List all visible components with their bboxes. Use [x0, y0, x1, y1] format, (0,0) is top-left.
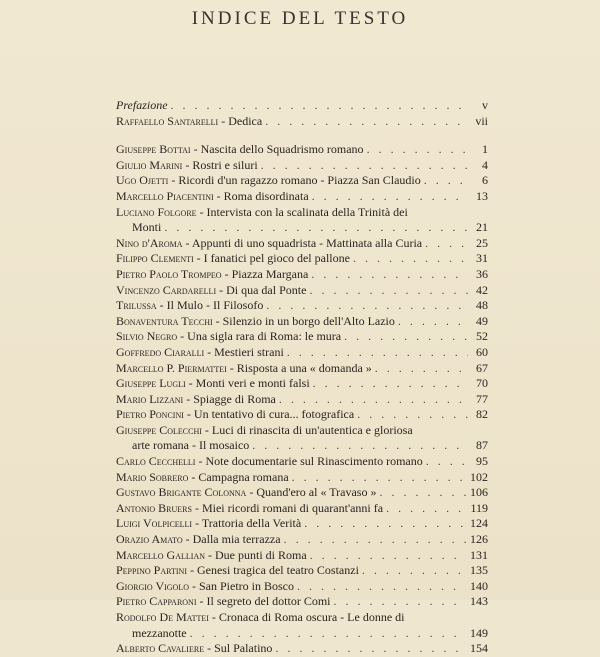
page-number: 154: [470, 641, 488, 656]
toc-title: - Di qua dal Ponte: [216, 282, 307, 297]
leader-dots: [313, 376, 468, 392]
toc-title: - Una sigla rara di Roma: le mura: [177, 329, 342, 344]
toc-author: Pietro Capparoni: [116, 594, 197, 609]
toc-line: [116, 236, 488, 252]
toc-text: [116, 329, 341, 345]
toc-line: [116, 189, 488, 205]
toc-entry: [116, 189, 488, 205]
page-number: vii: [475, 113, 488, 128]
toc-title: - Il Mulo - Il Filosofo: [156, 298, 264, 313]
toc-line: [116, 594, 488, 610]
page-number: 25: [476, 235, 488, 250]
toc-author: Silvio Negro: [116, 329, 178, 344]
page-number: v: [482, 98, 488, 112]
toc-title: - Silenzio in un borgo dell'Alto Lazio: [212, 313, 395, 328]
toc-title: - Il segreto del dottor Comi: [196, 594, 331, 609]
page-number: 77: [476, 391, 488, 406]
toc-author: Antonio Bruers: [116, 500, 192, 515]
toc-entry: [116, 610, 488, 641]
page-number: 42: [476, 282, 488, 297]
toc-line-continuation: [116, 438, 488, 454]
toc-line: [116, 641, 488, 657]
page-number: 1: [482, 142, 488, 157]
toc-author: Alberto Cavaliere: [116, 641, 205, 656]
toc-author: Carlo Cecchelli: [116, 454, 196, 469]
page-number: 106: [470, 485, 488, 500]
toc-line: [116, 298, 488, 314]
toc-line: [116, 470, 488, 486]
toc-author: Pietro Poncini: [116, 407, 184, 422]
toc-text: [116, 548, 307, 564]
toc-title: Prefazione: [116, 98, 168, 112]
toc-title-continuation: mezzanotte: [132, 625, 187, 640]
toc-entry: [116, 205, 488, 236]
toc-line: [116, 485, 488, 501]
toc-author: Orazio Amato: [116, 532, 183, 547]
toc-author: Goffredo Ciaralli: [116, 344, 205, 359]
leader-dots: [309, 283, 468, 299]
toc-text: [116, 423, 413, 439]
toc-text: [116, 610, 405, 626]
toc-line: [116, 501, 488, 517]
toc-author: Marcello P. Piermattei: [116, 360, 227, 375]
leader-dots: [292, 470, 466, 486]
toc-line: [116, 423, 488, 439]
page-number: 52: [476, 329, 488, 344]
leader-dots: [334, 594, 467, 610]
toc-entry: [116, 594, 488, 610]
toc-entry: [116, 485, 488, 501]
toc-author: Rodolfo De Mattei: [116, 610, 209, 624]
toc-line: [116, 142, 488, 158]
toc-title: - Quand'ero al « Travaso »: [246, 485, 377, 500]
toc-author: Luciano Folgore: [116, 204, 197, 219]
leader-dots: [310, 548, 466, 564]
toc-line-continuation: [116, 220, 488, 236]
toc-line: [116, 548, 488, 564]
page-number: 143: [470, 594, 488, 609]
toc-entry: [116, 501, 488, 517]
page-title: INDICE DEL TESTO: [191, 8, 409, 29]
toc-line: [116, 158, 488, 174]
toc-entry: [116, 376, 488, 392]
toc-text: [116, 485, 376, 501]
page-number: 4: [482, 157, 488, 172]
toc-text: [116, 345, 284, 361]
toc-entry: [116, 251, 488, 267]
page-number: 67: [476, 360, 488, 375]
toc-entry: [116, 361, 488, 377]
toc-line: [116, 376, 488, 392]
toc-line: [116, 98, 488, 114]
toc-title: - Campagna romana: [188, 469, 289, 484]
toc-line: [116, 267, 488, 283]
toc-entry: [116, 329, 488, 345]
leader-dots: [252, 438, 468, 454]
toc-text: [116, 407, 354, 423]
leader-dots: [344, 329, 468, 345]
toc-author: Giuseppe Lugli: [116, 376, 186, 391]
leader-dots: [353, 251, 468, 267]
page-number: 102: [470, 469, 488, 484]
toc-title: - Note documentarie sul Rinascimento romano: [195, 454, 423, 469]
toc-line: [116, 314, 488, 330]
toc-title: - Cronaca di Roma oscura - Le donne di: [208, 610, 405, 624]
toc-title-continuation: Monti: [132, 220, 162, 235]
toc-line: [116, 345, 488, 361]
toc-text: [116, 501, 383, 517]
toc-title: - Luci di rinascita di un'autentica e gloriosa: [201, 422, 413, 437]
toc-line: [116, 532, 488, 548]
table-of-contents: [116, 98, 488, 657]
leader-dots: [426, 454, 468, 470]
leader-dots: [164, 220, 468, 236]
toc-text: [116, 376, 310, 392]
leader-dots: [275, 641, 466, 657]
toc-text: [116, 283, 306, 299]
toc-title: - Dedica: [218, 113, 263, 128]
toc-title: - Rostri e siluri: [182, 157, 258, 172]
toc-entry: [116, 298, 488, 314]
leader-dots: [357, 407, 468, 423]
toc-text: [116, 314, 395, 330]
leader-dots: [424, 173, 468, 189]
toc-line: [116, 563, 488, 579]
toc-author: Nino d'Aroma: [116, 235, 183, 250]
toc-author: Giorgio Vigolo: [116, 578, 189, 593]
toc-author: Vincenzo Cardarelli: [116, 282, 217, 297]
toc-line: [116, 114, 488, 130]
toc-title: - Appunti di uno squadrista - Mattinata alla Curia: [182, 235, 423, 250]
toc-title: - Sul Palatino: [204, 641, 273, 656]
toc-title: - Intervista con la scalinata della Trinità dei: [196, 204, 408, 219]
page-number: 49: [476, 313, 488, 328]
toc-text: [116, 392, 276, 408]
toc-entry: [116, 314, 488, 330]
toc-title: - Risposta a una « domanda »: [226, 360, 372, 375]
toc-author: Peppino Partini: [116, 563, 187, 578]
toc-text: [116, 173, 421, 189]
toc-title: - Due punti di Roma: [205, 547, 307, 562]
toc-title: - Genesi tragica del teatro Costanzi: [186, 563, 359, 578]
toc-text: [116, 516, 301, 532]
toc-title: - Piazza Margana: [221, 266, 309, 281]
toc-author: Bonaventura Tecchi: [116, 313, 213, 328]
page-number: 95: [476, 454, 488, 469]
toc-title: - Trattoria della Verità: [192, 516, 302, 531]
toc-text: [116, 267, 308, 283]
leader-dots: [297, 579, 466, 595]
toc-text: [116, 594, 331, 610]
page-number: 60: [476, 344, 488, 359]
toc-entry: [116, 579, 488, 595]
leader-dots: [265, 114, 468, 130]
leader-dots: [362, 563, 466, 579]
toc-title: - Mestieri strani: [204, 344, 284, 359]
page-number: 126: [470, 532, 488, 547]
toc-entry: [116, 158, 488, 174]
page-number: 36: [476, 266, 488, 281]
toc-text: [116, 98, 168, 114]
toc-text: [116, 189, 309, 205]
toc-text: [116, 236, 422, 252]
toc-text: [116, 454, 423, 470]
toc-title: - Nascita dello Squadrismo romano: [190, 142, 364, 157]
page-number: 135: [470, 563, 488, 578]
toc-author: Marcello Piacentini: [116, 188, 214, 203]
toc-author: Trilussa: [116, 298, 157, 313]
toc-title: - San Pietro in Bosco: [189, 578, 294, 593]
toc-text: [116, 470, 289, 486]
leader-dots: [425, 236, 468, 252]
leader-dots: [279, 392, 468, 408]
leader-dots: [379, 485, 466, 501]
toc-entry: [116, 173, 488, 189]
page-number: 31: [476, 251, 488, 266]
toc-line: [116, 361, 488, 377]
toc-author: Mario Lizzani: [116, 391, 184, 406]
toc-line-continuation: [116, 626, 488, 642]
toc-entry: [116, 423, 488, 454]
toc-title: - Monti veri e monti falsi: [185, 376, 310, 391]
toc-entry: [116, 142, 488, 158]
leader-dots: [284, 532, 466, 548]
leader-dots: [367, 142, 468, 158]
leader-dots: [261, 158, 468, 174]
toc-author: Filippo Clementi: [116, 251, 194, 266]
page-number: 124: [470, 516, 488, 531]
page-number: 140: [470, 578, 488, 593]
toc-line: [116, 579, 488, 595]
page-number: 21: [476, 220, 488, 235]
page-number: 149: [470, 625, 488, 640]
page-number: 13: [476, 188, 488, 203]
leader-dots: [304, 516, 466, 532]
toc-entry: [116, 345, 488, 361]
toc-text: [116, 205, 408, 221]
leader-dots: [171, 98, 468, 114]
toc-entry: [116, 563, 488, 579]
leader-dots: [311, 267, 468, 283]
toc-author: Giulio Marini: [116, 157, 183, 172]
page-number: 82: [476, 407, 488, 422]
toc-title: - Miei ricordi romani di quarant'anni fa: [191, 500, 384, 515]
toc-line: [116, 392, 488, 408]
toc-entry: [116, 641, 488, 657]
toc-entry: [116, 548, 488, 564]
leader-dots: [266, 298, 468, 314]
toc-author: Luigi Volpicelli: [116, 516, 193, 531]
toc-line: [116, 205, 488, 221]
toc-author: Ugo Ojetti: [116, 173, 169, 188]
toc-entry: [116, 532, 488, 548]
page-number: 48: [476, 298, 488, 313]
toc-author: Gustavo Brigante Colonna: [116, 485, 247, 500]
toc-text: [116, 563, 359, 579]
toc-text: [116, 251, 350, 267]
toc-line: [116, 610, 488, 626]
leader-dots: [312, 189, 468, 205]
leader-dots: [287, 345, 468, 361]
page-number: 70: [476, 376, 488, 391]
toc-entry: [116, 516, 488, 532]
toc-entry: [116, 283, 488, 299]
toc-title: - Spiagge di Roma: [183, 391, 276, 406]
page-number: 119: [470, 500, 488, 515]
page-number: 6: [482, 173, 488, 188]
toc-author: Mario Sobrero: [116, 469, 189, 484]
toc-entry: [116, 392, 488, 408]
toc-line: [116, 329, 488, 345]
toc-entry: [116, 98, 488, 114]
toc-text: [116, 641, 272, 657]
toc-title: - Un tentativo di cura... fotografica: [183, 407, 355, 422]
page-number: 131: [470, 547, 488, 562]
toc-line: [116, 173, 488, 189]
toc-title: - Dalla mia terrazza: [182, 532, 281, 547]
leader-dots: [190, 626, 466, 642]
leader-dots: [398, 314, 468, 330]
toc-author: Marcello Gallian: [116, 547, 205, 562]
toc-title: - Ricordi d'un ragazzo romano - Piazza San Claudio: [168, 173, 421, 188]
toc-entry: [116, 407, 488, 423]
toc-text: [116, 579, 294, 595]
toc-entry: [116, 236, 488, 252]
toc-text: [116, 532, 281, 548]
toc-text: [116, 114, 262, 130]
toc-text: [116, 142, 364, 158]
toc-title: - I fanatici pel gioco del pallone: [193, 251, 350, 266]
leader-dots: [375, 361, 468, 377]
toc-line: [116, 407, 488, 423]
toc-entry: [116, 267, 488, 283]
toc-line: [116, 516, 488, 532]
toc-author: Giuseppe Colecchi: [116, 422, 202, 437]
toc-line: [116, 251, 488, 267]
toc-line: [116, 454, 488, 470]
toc-title: - Roma disordinata: [213, 188, 309, 203]
toc-author: Pietro Paolo Trompeo: [116, 266, 222, 281]
leader-dots: [386, 501, 466, 517]
toc-entry: [116, 454, 488, 470]
toc-text: [116, 158, 258, 174]
toc-line: [116, 283, 488, 299]
toc-text: [116, 361, 372, 377]
toc-entry: [116, 114, 488, 130]
toc-author: Giuseppe Bottai: [116, 142, 191, 157]
toc-text: [116, 298, 263, 314]
page-number: 87: [476, 438, 488, 453]
toc-entry: [116, 470, 488, 486]
toc-title-continuation: arte romana - Il mosaico: [132, 438, 250, 453]
toc-author: Raffaello Santarelli: [116, 113, 219, 128]
